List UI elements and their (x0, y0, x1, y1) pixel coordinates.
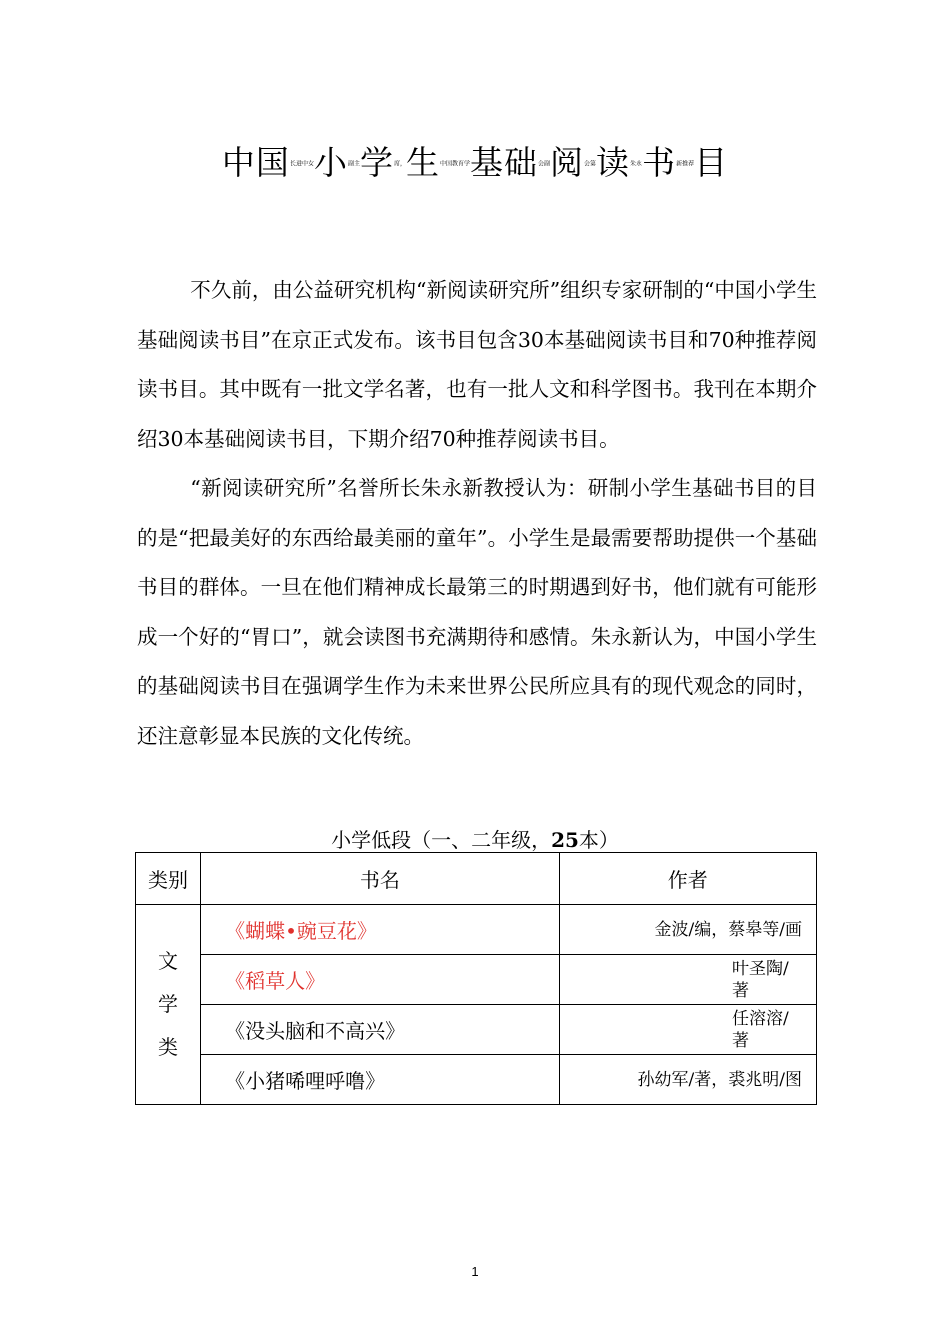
paragraph-intro: 不久前，由公益研究机构“新阅读研究所”组织专家研制的“中国小学生基础阅读书目”在京正式发布。该书目包含30本基础阅读书目和70种推荐阅读书目。其中既有一批文学名著，也有一批人文和科学图书。我刊在本期介绍30本基础阅读书目，下期介绍70种推荐阅读书目。 (137, 278, 817, 451)
book-title: 《没头脑和不高兴》 (201, 1005, 560, 1055)
title-seg: 进中女 (295, 160, 314, 168)
title-seg: 书新推荐 (642, 143, 695, 182)
category-cell: 文 学 类 (136, 905, 201, 1105)
title-seg: 础会副 (504, 143, 551, 182)
title-seg: 读朱永 (596, 143, 643, 182)
header-author: 作者 (559, 853, 816, 905)
page-number: 1 (471, 1264, 479, 1279)
title-seg: 生中国 (405, 143, 452, 182)
title-seg: 目 (694, 143, 729, 182)
table-row (136, 905, 817, 955)
page-title (0, 140, 950, 188)
title-seg: 教育学 (452, 160, 471, 168)
header-title: 书名 (201, 853, 560, 905)
book-title: 《稻草人》 (201, 955, 560, 1005)
book-author: 金波/编，蔡皋等/画 (559, 905, 816, 955)
article-body (137, 266, 817, 761)
title-seg: 学席， (359, 143, 406, 182)
book-author: 叶圣陶/著 (732, 958, 789, 1001)
title-seg: 会第 (584, 160, 597, 168)
title-seg: 小副主 (313, 143, 360, 182)
table-header-row (136, 853, 817, 905)
header-category: 类别 (136, 853, 201, 905)
table-row (136, 955, 817, 1005)
table-caption: 小学低段（一、二年级，25本） (331, 828, 619, 852)
book-author-cell (559, 1005, 816, 1055)
book-author: 任溶溶/著 (732, 1008, 789, 1051)
title-seg: 基 (470, 143, 505, 182)
book-title: 《小猪唏哩呼噜》 (201, 1055, 560, 1105)
book-author-cell (559, 955, 816, 1005)
title-seg: 中国长 (221, 143, 296, 182)
book-title: 《蝴蝶•豌豆花》 (201, 905, 560, 955)
book-author: 孙幼军/著，裘兆明/图 (559, 1055, 816, 1105)
title-seg: 阅 (550, 143, 585, 182)
table-row (136, 1005, 817, 1055)
paragraph-quote: “新阅读研究所”名誉所长朱永新教授认为：研制小学生基础书目的目的是“把最美好的东西给最美丽的童年”。小学生是最需要帮助提供一个基础书目的群体。一旦在他们精神成长最第三的时期遇到好书，他们就有可能形成一个好的“胃口”，就会读图书充满期待和感情。朱永新认为，中国小学生的基础阅读书目在强调学生作为未来世界公民所应具有的现代观念的同时，还注意彰显本民族的文化传统。 (137, 476, 817, 748)
book-table (135, 852, 817, 1105)
table-row (136, 1055, 817, 1105)
